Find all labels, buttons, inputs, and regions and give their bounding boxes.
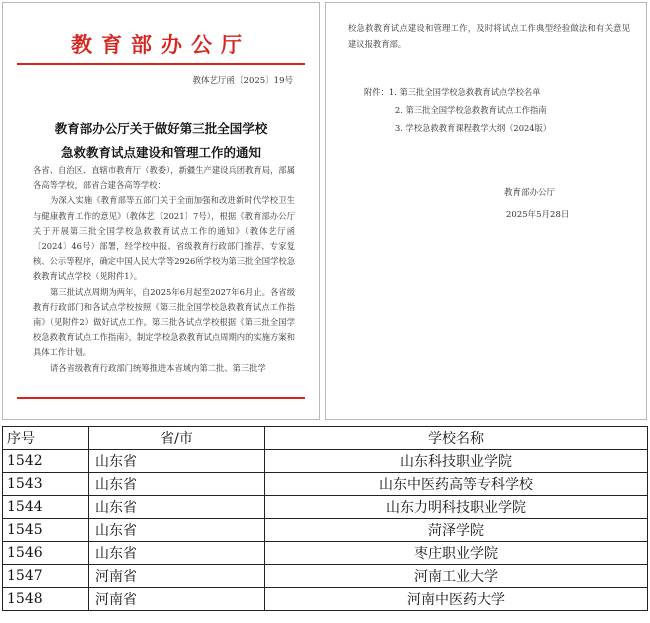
province-cell: 河南省 — [89, 565, 265, 588]
school-name-cell: 河南工业大学 — [265, 565, 648, 588]
serial-cell: 1548 — [3, 588, 89, 611]
table-row — [3, 519, 648, 542]
table-row — [3, 588, 648, 611]
school-name-cell: 山东科技职业学院 — [265, 450, 648, 473]
notice-title-line-1: 教育部办公厅关于做好第三批全国学校 — [54, 121, 268, 136]
school-name-cell: 菏泽学院 — [265, 519, 648, 542]
attachments-label: 附件： — [364, 87, 389, 97]
serial-cell: 1542 — [3, 450, 89, 473]
table-row — [3, 450, 648, 473]
school-name-cell: 河南中医药大学 — [265, 588, 648, 611]
attachments-list — [364, 83, 634, 137]
notice-body — [33, 163, 295, 376]
header-province: 省/市 — [89, 427, 265, 450]
body-paragraph-1: 为深入实施《教育部等五部门关于全面加强和改进新时代学校卫生与健康教育工作的意见》（教体艺〔2021〕7号），根据《教育部办公厅关于开展第三批全国学校急救教育试点工作的通知》（教体艺厅函〔2024〕46号）部署，经学校申报、省级教育行政部门推荐、专家复核、公示等程序，确定中国人民大学等2926所学校为第三批全国学校急救教育试点学校（见附件1）。 — [33, 195, 295, 282]
red-divider-bottom — [17, 397, 305, 399]
document-number: 教体艺厅函〔2025〕19号 — [192, 76, 293, 86]
table-row — [3, 496, 648, 519]
table-header-row — [3, 427, 648, 450]
notice-title — [3, 117, 319, 165]
school-name-cell: 山东力明科技职业学院 — [265, 496, 648, 519]
issuer-header: 教育部办公厅 — [71, 32, 251, 57]
red-divider-top — [17, 63, 305, 65]
serial-cell: 1547 — [3, 565, 89, 588]
header-serial: 序号 — [3, 427, 89, 450]
continuation-paragraph: 校急救教育试点建设和管理工作，及时将试点工作典型经验做法和有关意见建议报教育部。 — [348, 23, 630, 49]
school-name-cell: 枣庄职业学院 — [265, 542, 648, 565]
salutation: 各省、自治区、直辖市教育厅（教委），新疆生产建设兵团教育局，部属各高等学校，部省合建各高等学校： — [33, 165, 295, 191]
province-cell: 河南省 — [89, 588, 265, 611]
table-row — [3, 542, 648, 565]
attachment-item-1: 附件：1. 第三批全国学校急救教育试点学校名单 — [364, 87, 541, 97]
province-cell: 山东省 — [89, 450, 265, 473]
document-page-1 — [2, 2, 320, 420]
school-list-table — [2, 426, 648, 611]
document-page-2 — [325, 2, 647, 420]
province-cell: 山东省 — [89, 542, 265, 565]
province-cell: 山东省 — [89, 473, 265, 496]
province-cell: 山东省 — [89, 519, 265, 542]
serial-cell: 1546 — [3, 542, 89, 565]
signature-date: 2025年5月28日 — [506, 210, 570, 220]
serial-cell: 1544 — [3, 496, 89, 519]
body-paragraph-2: 第三批试点周期为两年，自2025年6月起至2027年6月止。各省级教育行政部门和各试点学校按照《第三批全国学校急救教育试点工作指南》（见附件2）做好试点工作。第三批各试点学校根据《第三批全国学校急救教育试点工作指南》，制定学校急救教育试点周期内的实施方案和具体工作计划。 — [33, 286, 295, 358]
school-name-cell: 山东中医药高等专科学校 — [265, 473, 648, 496]
province-cell: 山东省 — [89, 496, 265, 519]
body-paragraph-3: 请各省级教育行政部门统筹推进本省域内第二批、第三批学 — [50, 362, 266, 373]
table-row — [3, 473, 648, 496]
attachment-item-3: 3. 学校急救教育课程教学大纲（2024版） — [395, 123, 552, 133]
table-row — [3, 565, 648, 588]
header-school-name: 学校名称 — [265, 427, 648, 450]
notice-title-line-2: 急救教育试点建设和管理工作的通知 — [60, 145, 261, 160]
serial-cell: 1545 — [3, 519, 89, 542]
serial-cell: 1543 — [3, 473, 89, 496]
signature-organization: 教育部办公厅 — [504, 188, 556, 198]
attachment-item-2: 2. 第三批全国学校急救教育试点工作指南 — [395, 105, 547, 115]
